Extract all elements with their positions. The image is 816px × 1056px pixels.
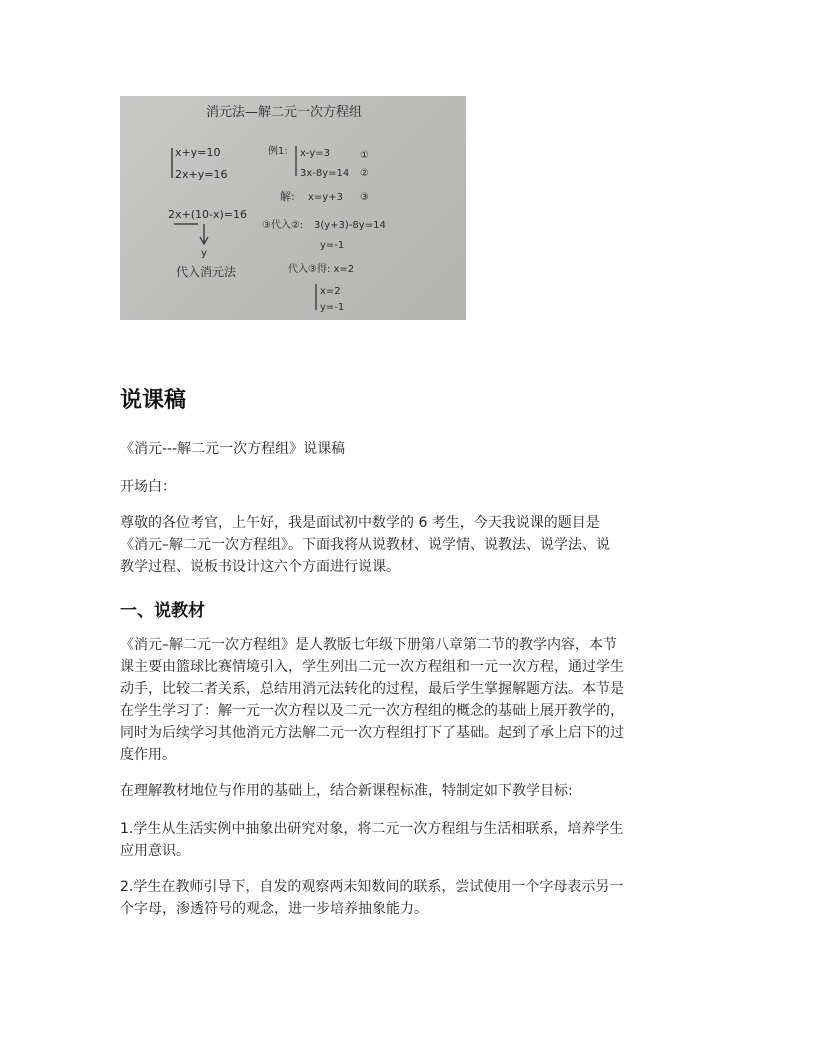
photo-title: 消元法—解二元一次方程组	[206, 105, 363, 120]
goal-1-line-1: 1.学生从生活实例中抽象出研究对象，将二元一次方程组与生活相联系，培养学生	[120, 821, 624, 837]
section1-line-3: 动手，比较二者关系，总结用消元法转化的过程，最后学生掌握解题方法。本节是	[120, 681, 624, 697]
photo-final-y: y=-1	[320, 302, 345, 313]
photo-sol-mark: ③	[360, 192, 369, 203]
whiteboard-photo	[120, 96, 466, 320]
photo-sub-label: ③代入②:	[262, 220, 304, 231]
photo-sol-label: 解:	[280, 190, 295, 203]
photo-y-result: y=-1	[320, 240, 345, 251]
section1-line-4: 在学生学习了：解一元一次方程以及二元一次方程组的概念的基础上展开教学的，	[120, 703, 624, 719]
intro-line-1: 尊敬的各位考官，上午好，我是面试初中数学的 6 考生，今天我说课的题目是	[120, 515, 600, 531]
goals-intro: 在理解教材地位与作用的基础上，结合新课程标准，特制定如下教学目标:	[120, 783, 573, 799]
intro-line-3: 教学过程、说板书设计这六个方面进行说课。	[120, 559, 400, 575]
section1-line-2: 课主要由篮球比赛情境引入，学生列出二元一次方程组和一元一次方程，通过学生	[120, 659, 624, 675]
photo-sub-line: 3(y+3)-8y=14	[314, 220, 386, 231]
goal-1-line-2: 应用意识。	[120, 843, 190, 859]
opening-label: 开场白：	[120, 479, 176, 495]
photo-left-eq1: x+y=10	[175, 146, 221, 159]
section1-line-1: 《消元–解二元一次方程组》是人教版七年级下册第八章第二节的教学内容，本节	[120, 637, 617, 653]
photo-ex-eq2-mark: ②	[360, 168, 369, 179]
photo-left-caption: 代入消元法	[176, 265, 237, 279]
photo-sol-line: x=y+3	[308, 192, 343, 203]
photo-left-y: y	[201, 248, 207, 259]
lesson-subtitle: 《消元---解二元一次方程组》说课稿	[120, 441, 346, 457]
goal-2-line-2: 个字母，渗透符号的观念，进一步培养抽象能力。	[120, 901, 428, 917]
photo-ex-label: 例1:	[268, 146, 288, 157]
handwriting-drawing	[120, 96, 466, 320]
photo-back-sub: 代入③得: x=2	[288, 264, 355, 275]
photo-ex-eq1-mark: ①	[360, 150, 369, 161]
photo-final-x: x=2	[320, 286, 341, 297]
section-heading: 一、说教材	[120, 601, 205, 621]
section1-line-6: 度作用。	[120, 747, 176, 763]
page-title: 说课稿	[120, 388, 187, 413]
goal-2-line-1: 2.学生在教师引导下，自发的观察两未知数间的联系，尝试使用一个字母表示另一	[120, 879, 624, 895]
photo-ex-eq2: 3x-8y=14	[300, 168, 350, 179]
photo-left-eq2: 2x+y=16	[175, 168, 228, 181]
photo-left-subst: 2x+(10-x)=16	[168, 208, 247, 221]
intro-line-2: 《消元–解二元一次方程组》。下面我将从说教材、说学情、说教法、说学法、说	[120, 537, 610, 553]
photo-ex-eq1: x-y=3	[300, 148, 331, 159]
section1-line-5: 同时为后续学习其他消元方法解二元一次方程组打下了基础。起到了承上启下的过	[120, 725, 624, 741]
